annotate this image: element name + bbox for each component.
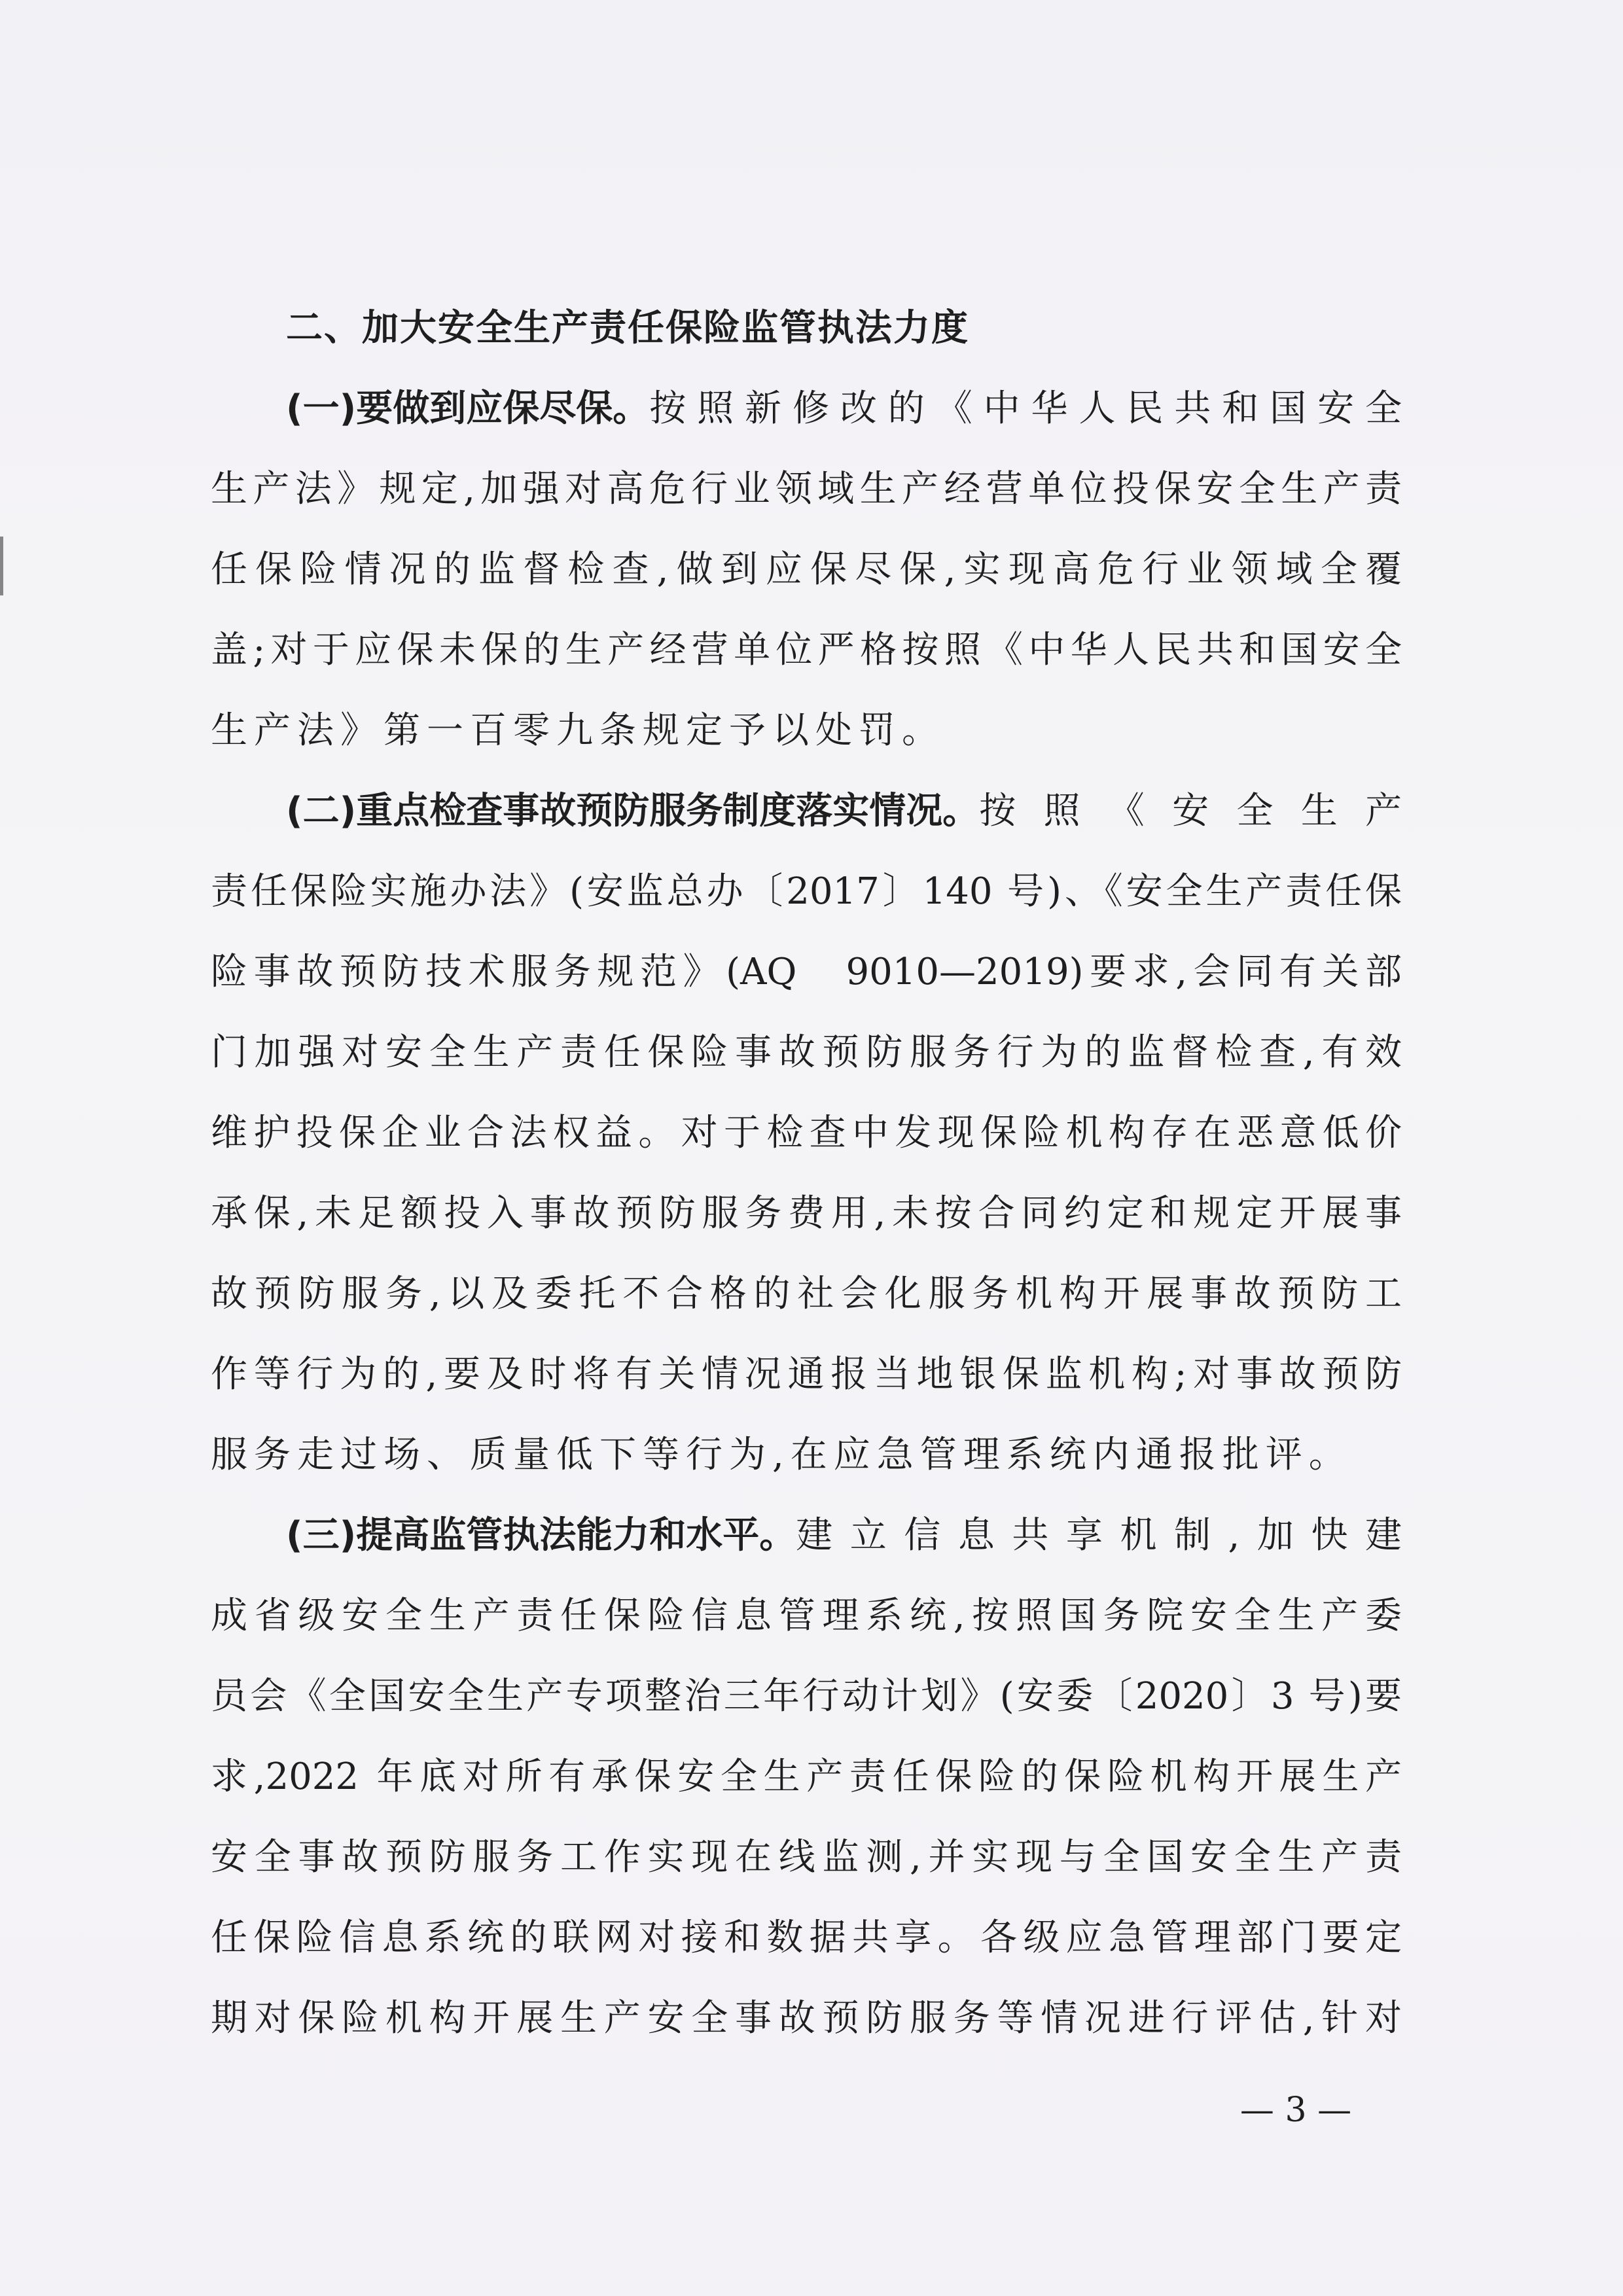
paragraph-lead: (二)重点检查事故预防服务制度落实情况。: [286, 790, 980, 832]
paragraph-line: [211, 449, 1402, 529]
paragraph-2: [211, 771, 1402, 1495]
scan-edge-mark: [0, 537, 3, 595]
paragraph-line: [211, 1173, 1402, 1254]
paragraph-text: 门加强对安全生产责任保险事故预防服务行为的监督检查,有效: [211, 1031, 1402, 1074]
paragraph-text: 承保,未足额投入事故预防服务费用,未按合同约定和规定开展事: [211, 1192, 1402, 1235]
paragraph-line: [211, 1415, 1402, 1495]
paragraph-line: [211, 1093, 1402, 1173]
paragraph-line: [211, 1817, 1402, 1898]
paragraph-line: [211, 368, 1402, 449]
paragraph-text: 任保险信息系统的联网对接和数据共享。各级应急管理部门要定: [211, 1916, 1402, 1959]
paragraph-line: [211, 1737, 1402, 1817]
page-number: — 3 —: [1240, 2091, 1352, 2130]
paragraph-line: [211, 932, 1402, 1012]
paragraph-line: [211, 1254, 1402, 1334]
paragraph-line: [211, 529, 1402, 610]
paragraph-text: 责任保险实施办法》(安监总办〔2017〕140 号)、《安全生产责任保: [211, 870, 1402, 913]
paragraph-text: 安全事故预防服务工作实现在线监测,并实现与全国安全生产责: [211, 1836, 1402, 1879]
paragraph-text: 盖;对于应保未保的生产经营单位严格按照《中华人民共和国安全: [211, 629, 1402, 671]
paragraph-line: [211, 610, 1402, 690]
paragraph-text: 按照《安全生产: [979, 790, 1402, 832]
paragraph-text: 成省级安全生产责任保险信息管理系统,按照国务院安全生产委: [211, 1595, 1402, 1637]
paragraph-text: 求,2022 年底对所有承保安全生产责任保险的保险机构开展生产: [211, 1756, 1402, 1798]
paragraph-line: [211, 1576, 1402, 1656]
paragraph-text: 作等行为的,要及时将有关情况通报当地银保监机构;对事故预防: [211, 1353, 1402, 1396]
paragraph-text: 建立信息共享机制,加快建: [796, 1514, 1402, 1557]
paragraph-line: [211, 1978, 1402, 2058]
paragraph-text: 维护投保企业合法权益。对于检查中发现保险机构存在恶意低价: [211, 1112, 1402, 1154]
paragraph-text: 生产法》第一百零九条规定予以处罚。: [211, 709, 945, 752]
paragraph-3: [211, 1495, 1402, 2058]
paragraph-text: 员会《全国安全生产专项整治三年行动计划》(安委〔2020〕3 号)要: [211, 1675, 1402, 1718]
paragraph-line: [211, 851, 1402, 932]
paragraph-line: [211, 1012, 1402, 1093]
paragraph-text: 期对保险机构开展生产安全事故预防服务等情况进行评估,针对: [211, 1997, 1402, 2040]
paragraph-line: [211, 1334, 1402, 1415]
paragraph-line: [211, 690, 1402, 771]
paragraph-text: 按照新修改的《中华人民共和国安全: [649, 387, 1402, 430]
paragraph-lead: (三)提高监管执法能力和水平。: [286, 1514, 796, 1557]
paragraph-text: 故预防服务,以及委托不合格的社会化服务机构开展事故预防工: [211, 1273, 1402, 1315]
paragraph-text: 任保险情况的监督检查,做到应保尽保,实现高危行业领域全覆: [211, 548, 1402, 591]
paragraph-1: [211, 368, 1402, 771]
paragraph-lead: (一)要做到应保尽保。: [286, 387, 650, 430]
paragraph-text: 服务走过场、质量低下等行为,在应急管理系统内通报批评。: [211, 1434, 1352, 1476]
document-body: [211, 288, 1402, 2058]
paragraph-line: [211, 771, 1402, 851]
paragraph-line: [211, 1898, 1402, 1978]
paragraph-line: [211, 1495, 1402, 1576]
section-heading: 二、加大安全生产责任保险监管执法力度: [286, 307, 969, 349]
paragraph-line: [211, 1656, 1402, 1737]
paragraph-text: 生产法》规定,加强对高危行业领域生产经营单位投保安全生产责: [211, 468, 1402, 510]
paragraph-text: 险事故预防技术服务规范》(AQ 9010—2019)要求,会同有关部: [211, 951, 1402, 993]
